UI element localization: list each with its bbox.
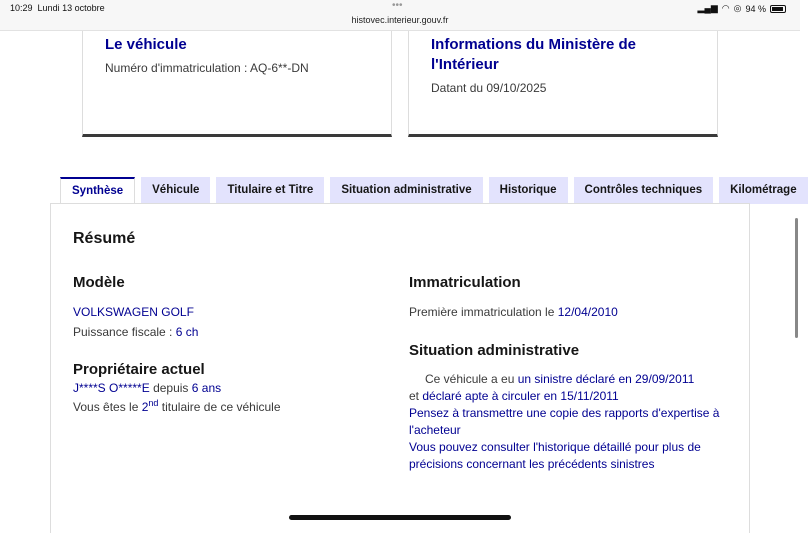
admin-line-6: précisions concernant les précédents sinistres (409, 457, 655, 471)
scrollbar[interactable] (795, 218, 798, 338)
wifi-icon: ◠ (721, 3, 730, 13)
model-heading: Modèle (73, 274, 125, 291)
tab-historique[interactable]: Historique (489, 177, 568, 204)
status-icons (698, 3, 786, 14)
admin-line-5: Vous pouvez consulter l'historique détaillé pour plus de (409, 440, 701, 454)
admin-heading: Situation administrative (409, 342, 580, 359)
ministry-card (408, 31, 718, 137)
tab-bar (60, 177, 797, 204)
card-title: Informations du Ministère de l'Intérieur (431, 36, 637, 73)
first-registration: Première immatriculation le 12/04/2010 (409, 305, 618, 319)
status-time: 10:29 Lundi 13 octobre (10, 3, 105, 13)
admin-line-4: l'acheteur (409, 423, 461, 437)
lock-rotation-icon: ◎ (733, 3, 742, 13)
admin-line-1: Ce véhicule a eu un sinistre déclaré en 29/09/2011 (425, 372, 695, 386)
admin-line-3: Pensez à transmettre une copie des rapports d'expertise à (409, 406, 720, 420)
fiscal-power: Puissance fiscale : 6 ch (73, 325, 199, 339)
sinistre-link[interactable]: un sinistre déclaré en 29/09/2011 (517, 372, 695, 386)
apte-link[interactable]: déclaré apte à circuler en 15/11/2011 (422, 389, 619, 403)
registration-heading: Immatriculation (409, 274, 521, 291)
tab-controles-techniques[interactable]: Contrôles techniques (574, 177, 714, 204)
more-icon[interactable]: ••• (392, 0, 403, 11)
tab-titulaire[interactable]: Titulaire et Titre (216, 177, 324, 204)
summary-title: Résumé (73, 230, 136, 247)
card-title: Le véhicule (105, 36, 187, 53)
vehicle-card (82, 31, 392, 137)
registration-number: Numéro d'immatriculation : AQ-6**-DN (105, 61, 309, 75)
owner-name: J****S O*****E depuis 6 ans (73, 381, 222, 395)
status-bar (0, 0, 800, 31)
signal-icon: ▂▄▆ (697, 3, 718, 13)
tab-vehicule[interactable]: Véhicule (141, 177, 210, 204)
battery-percent: 94 % (745, 3, 766, 14)
admin-line-2: et déclaré apte à circuler en 15/11/2011 (409, 389, 619, 403)
tab-situation-administrative[interactable]: Situation administrative (330, 177, 482, 204)
tab-kilometrage[interactable]: Kilométrage (719, 177, 807, 204)
home-indicator[interactable] (289, 515, 511, 520)
data-date: Datant du 09/10/2025 (431, 81, 547, 95)
owner-heading: Propriétaire actuel (73, 361, 205, 378)
battery-icon (770, 5, 786, 13)
model-name[interactable]: VOLKSWAGEN GOLF (73, 305, 194, 319)
url-bar[interactable]: histovec.interieur.gouv.fr (351, 15, 449, 25)
summary-panel (50, 203, 750, 533)
owner-rank: Vous êtes le 2nd titulaire de ce véhicule (73, 398, 281, 414)
tab-synthese[interactable]: Synthèse (60, 177, 135, 204)
